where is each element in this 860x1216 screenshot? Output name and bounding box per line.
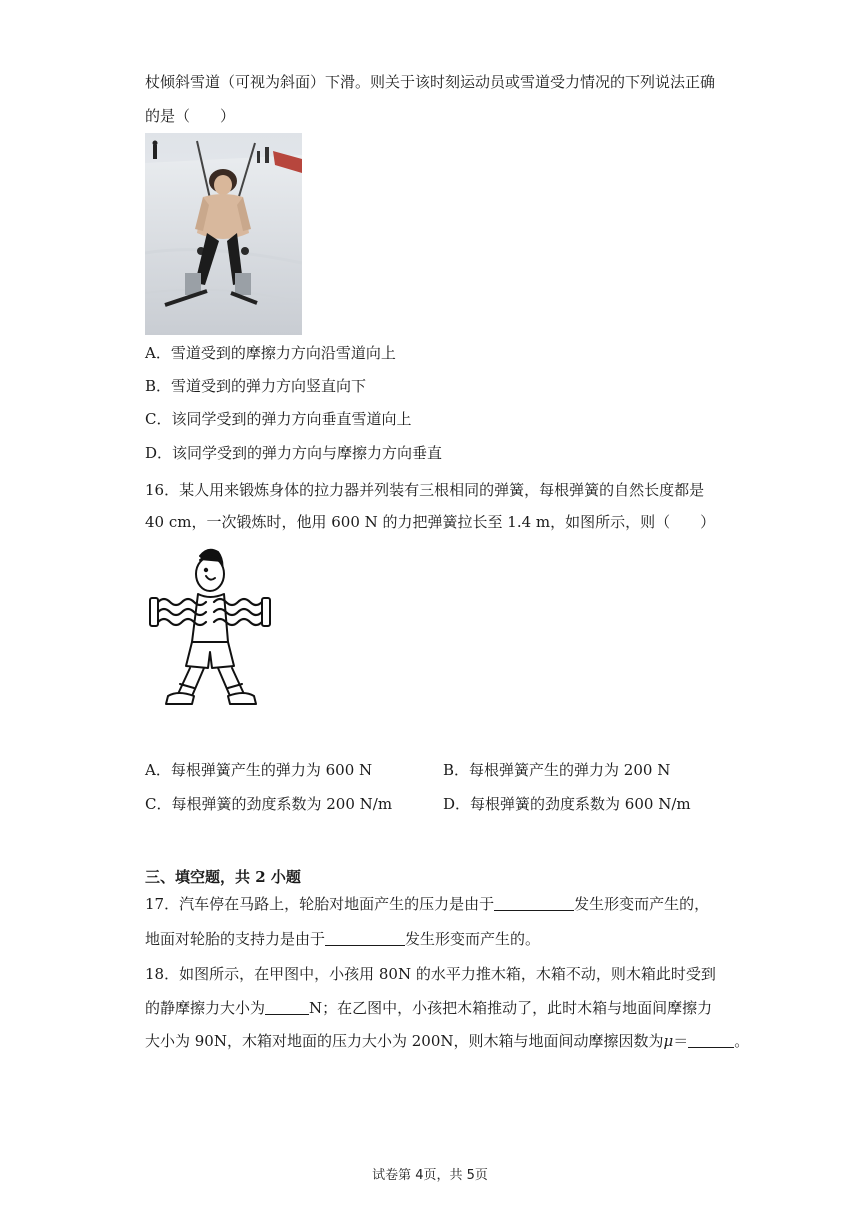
q17-line1-text-b: 发生形变而产生的， xyxy=(574,895,710,913)
q18-line3 xyxy=(145,1031,749,1051)
q17-line1-text-a: 17．汽车停在马路上，轮胎对地面产生的压力是由于 xyxy=(145,895,495,913)
q17-blank-1[interactable] xyxy=(494,894,574,911)
q16-stem-line2: 40 cm，一次锻炼时，他用 600 N 的力把弹簧拉长至 1.4 m，如图所示，则（ ） xyxy=(145,513,716,531)
q18-blank-2[interactable] xyxy=(688,1031,734,1048)
q18-line2-text-b: N；在乙图中，小孩把木箱推动了，此时木箱与地面间摩擦力 xyxy=(309,999,713,1017)
q16-stem-line1: 16．某人用来锻炼身体的拉力器并列装有三根相同的弹簧，每根弹簧的自然长度都是 xyxy=(145,481,705,499)
q18-line2 xyxy=(145,998,712,1018)
q17-line2-text-a: 地面对轮胎的支持力是由于 xyxy=(145,930,326,948)
q18-blank-1[interactable] xyxy=(265,998,309,1015)
q15-stem-line1: 杖倾斜雪道（可视为斜面）下滑。则关于该时刻运动员或雪道受力情况的下列说法正确 xyxy=(145,73,716,91)
q17-blank-2[interactable] xyxy=(325,929,405,946)
q15-stem-line2: 的是（ ） xyxy=(145,107,236,125)
q17-line1 xyxy=(145,894,709,914)
q16-option-d: D．每根弹簧的劲度系数为 600 N/m xyxy=(443,795,691,813)
man-with-chest-expander-icon xyxy=(148,546,272,708)
q18-line3-text-a: 大小为 90N，木箱对地面的压力大小为 200N，则木箱与地面间动摩擦因数为 xyxy=(145,1032,664,1050)
q16-option-a: A．每根弹簧产生的弹力为 600 N xyxy=(145,761,373,779)
q15-option-d: D．该同学受到的弹力方向与摩擦力方向垂直 xyxy=(145,444,443,462)
q18-line3-period: 。 xyxy=(734,1032,750,1050)
q18-line2-text-a: 的静摩擦力大小为 xyxy=(145,999,266,1017)
q15-option-b: B．雪道受到的弹力方向竖直向下 xyxy=(145,377,367,395)
page-footer: 试卷第 4页，共 5页 xyxy=(372,1168,488,1183)
section-title: 三、填空题，共 2 小题 xyxy=(145,868,301,886)
q16-option-c: C．每根弹簧的劲度系数为 200 N/m xyxy=(145,795,393,813)
mu-symbol: μ xyxy=(663,1032,674,1050)
skier-photo-icon xyxy=(145,133,302,335)
q15-option-c: C．该同学受到的弹力方向垂直雪道向上 xyxy=(145,410,412,428)
q18-line1: 18．如图所示，在甲图中，小孩用 80N 的水平力推木箱，木箱不动，则木箱此时受到 xyxy=(145,965,716,983)
q17-line2 xyxy=(145,929,540,949)
q16-option-b: B．每根弹簧产生的弹力为 200 N xyxy=(443,761,671,779)
q18-line3-equals: ＝ xyxy=(673,1032,689,1050)
q15-option-a: A．雪道受到的摩擦力方向沿雪道向上 xyxy=(145,344,396,362)
q17-line2-text-b: 发生形变而产生的。 xyxy=(405,930,541,948)
